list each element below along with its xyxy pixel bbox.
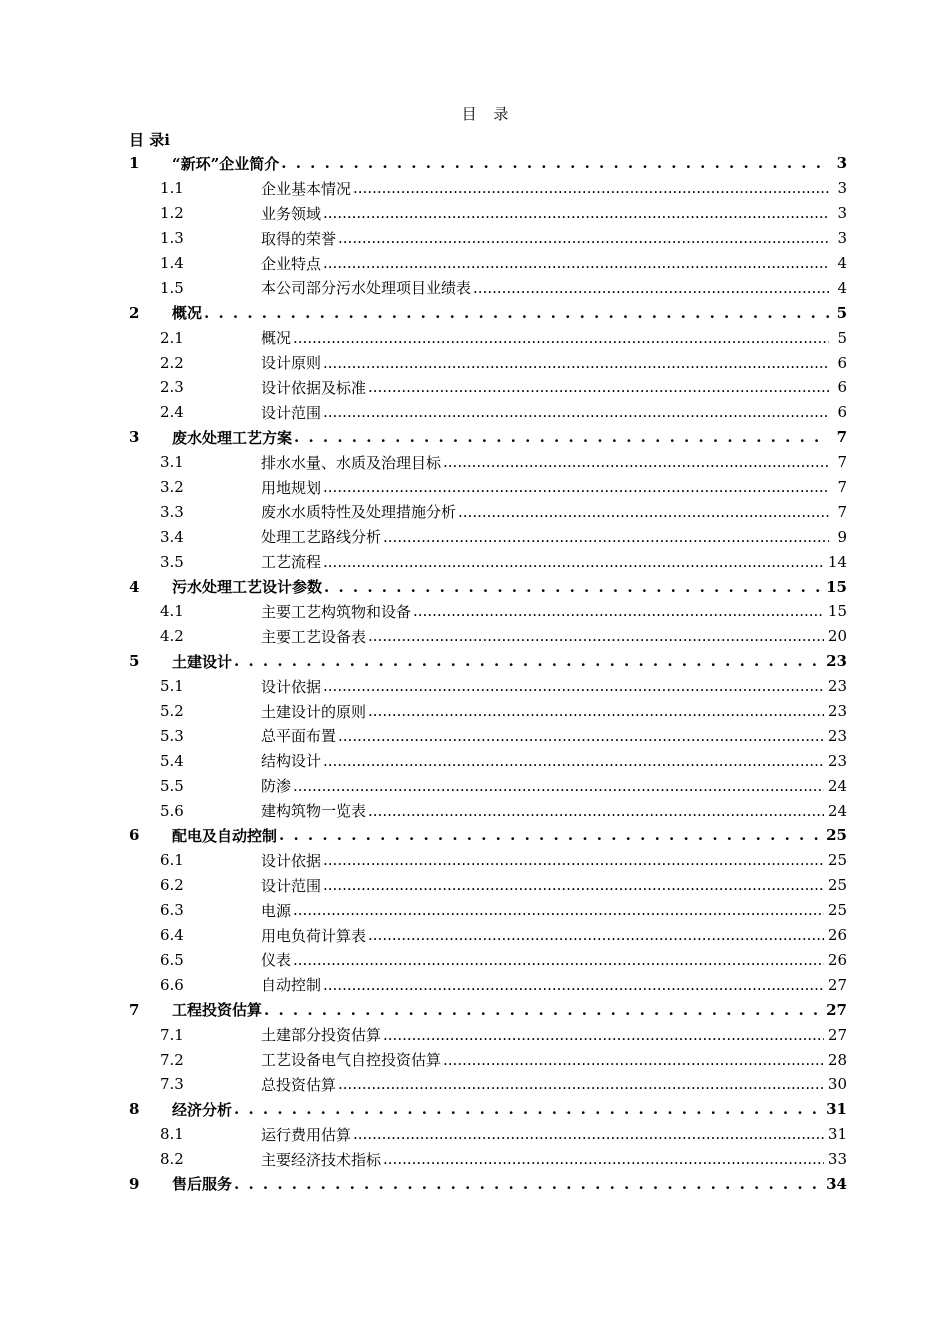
toc-dot-leader [293,901,824,919]
toc-entry-page-number[interactable]: 6 [837,403,847,422]
toc-entry-number: 1.4 [160,254,184,272]
toc-entry-title[interactable]: 排水水量、水质及治理目标 [261,453,442,472]
toc-entry-page-number[interactable]: 5 [837,328,847,347]
toc-section-entry[interactable] [129,873,847,898]
toc-section-entry[interactable] [129,176,847,201]
toc-dot-leader [383,1026,824,1044]
toc-dot-leader [368,926,824,944]
toc-dot-leader [323,677,824,695]
toc-entry-title[interactable]: 结构设计 [261,752,322,771]
toc-entry-title[interactable]: 仪表 [261,951,292,970]
toc-entry-title[interactable]: 设计原则 [261,354,322,373]
toc-entry-page-number[interactable]: 31 [827,1125,847,1144]
toc-chapter-entry[interactable] [129,574,847,599]
toc-entry-number: 3.4 [160,527,184,546]
toc-dot-leader [234,652,822,670]
toc-dot-leader [293,777,824,795]
toc-chapter-entry[interactable] [129,649,847,674]
toc-dot-leader [443,453,829,471]
toc-entry-number: 8.2 [160,1150,184,1169]
toc-chapter-entry[interactable] [129,425,847,450]
toc-entry-number: 5 [129,652,140,671]
toc-section-entry[interactable] [129,499,847,524]
toc-entry-number: 4.2 [160,627,184,646]
toc-entry-number: 1.2 [160,204,184,223]
toc-entry-title[interactable]: 建构筑物一览表 [261,802,367,821]
toc-section-entry[interactable] [129,898,847,923]
toc-entry-page-number[interactable]: 27 [826,1000,847,1019]
toc-entry-title[interactable]: 用地规划 [261,478,322,497]
toc-section-entry[interactable] [129,948,847,973]
toc-entry-title[interactable]: 用电负荷计算表 [261,926,367,945]
toc-dot-leader [293,951,824,969]
toc-entry-number: 6.6 [160,975,184,994]
toc-entry-page-number[interactable]: 31 [826,1100,847,1119]
page-title: 目 录 [461,105,515,123]
toc-entry-page-number[interactable]: 15 [827,602,847,621]
toc-entry-number: 5.6 [160,801,184,820]
toc-entry-number: 2 [129,303,140,322]
toc-entry-number: 4 [129,577,140,596]
toc-dot-leader [323,254,829,272]
toc-section-entry[interactable] [129,599,847,624]
toc-entry-page-number[interactable]: 7 [837,502,847,521]
toc-entry-page-number[interactable]: 7 [836,428,847,447]
toc-dot-leader [234,1175,822,1193]
toc-entry-title[interactable]: 经济分析 [172,1100,233,1119]
toc-entry-page-number[interactable]: 23 [826,652,847,671]
toc-chapter-entry[interactable] [129,1172,847,1197]
toc-entry-page-number[interactable]: 25 [827,901,847,920]
toc-chapter-entry[interactable] [129,823,847,848]
toc-entry-title[interactable]: 设计范围 [261,403,322,422]
toc-entry-page-number[interactable]: 20 [827,627,847,646]
toc-entry-title[interactable]: 工程投资估算 [172,1001,263,1020]
toc-dot-leader [473,279,829,297]
toc-entry-title[interactable]: 防渗 [261,777,292,796]
toc-entry-title[interactable]: 售后服务 [172,1175,233,1194]
toc-section-entry[interactable] [129,1147,847,1172]
toc-dot-leader [293,329,829,347]
toc-dot-leader [323,752,824,770]
toc-entry-number: 6.4 [160,926,184,945]
toc-section-entry[interactable] [129,524,847,549]
toc-section-entry[interactable] [129,923,847,948]
toc-entry-title[interactable]: 设计依据 [261,677,322,696]
toc-dot-leader [413,602,824,620]
toc-entry-number: 1.1 [160,179,184,198]
toc-entry-number: 3 [129,428,140,447]
toc-entry-number: 6.3 [160,901,184,920]
toc-dot-leader [279,826,822,844]
toc-entry-number: 8.1 [160,1125,184,1144]
toc-section-entry[interactable] [129,1047,847,1072]
toc-entry-number: 6.1 [160,851,184,870]
toc-entry-page-number[interactable]: 5 [836,303,847,322]
toc-entry-title[interactable]: 工艺设备电气自控投资估算 [261,1051,442,1069]
toc-dot-leader [338,1075,824,1093]
toc-entry-page-number[interactable]: 15 [826,577,847,596]
toc-entry-title[interactable]: 电源 [261,901,292,920]
toc-entry-page-number[interactable]: 7 [837,478,847,497]
toc-entry-title[interactable]: 本公司部分污水处理项目业绩表 [261,279,472,298]
toc-section-entry[interactable] [129,723,847,748]
toc-dot-leader [368,702,824,720]
toc-chapter-entry[interactable] [129,1097,847,1122]
toc-entry-page-number[interactable]: 3 [837,229,847,248]
toc-entry-page-number[interactable]: 3 [837,179,847,198]
toc-chapter-entry[interactable] [129,151,847,176]
toc-entry-number: 3.5 [160,552,184,571]
toc-entry-number: 8 [129,1100,140,1119]
toc-entry-number: 5.1 [160,677,184,696]
toc-entry-title[interactable]: 污水处理工艺设计参数 [172,578,323,597]
toc-dot-leader [353,179,829,197]
toc-entry-title[interactable]: 业务领域 [261,204,322,223]
toc-entry-number: 1.3 [160,229,184,248]
toc-entry-title[interactable]: 运行费用估算 [261,1125,352,1144]
toc-entry-page-number[interactable]: 27 [827,975,847,994]
toc-entry-page-number[interactable]: 26 [827,926,847,945]
toc-entry-page-number[interactable]: 33 [827,1150,847,1169]
toc-entry-page-number[interactable]: 7 [837,453,847,472]
toc-entry-number: 7.1 [160,1025,184,1044]
toc-entry-title[interactable]: 设计依据 [261,851,322,870]
toc-entry-page-number[interactable]: 23 [827,702,847,721]
toc-entry-title[interactable]: 设计范围 [261,876,322,895]
toc-section-entry[interactable] [129,748,847,773]
toc-entry-title[interactable]: 企业特点 [261,254,322,273]
toc-section-entry[interactable] [129,549,847,574]
toc-dot-leader [281,154,829,172]
toc-entry-title[interactable]: 处理工艺路线分析 [261,528,382,547]
toc-entry-number: 5.5 [160,776,184,795]
toc-section-entry[interactable] [129,450,847,475]
toc-entry-title[interactable]: 设计依据及标准 [261,378,367,397]
toc-entry-number: 7.3 [160,1075,184,1094]
toc-entry-page-number[interactable]: 6 [837,353,847,372]
toc-dot-leader [323,354,829,372]
toc-entry-page-number[interactable]: 14 [827,552,847,571]
toc-entry-title[interactable]: 工艺流程 [261,553,322,572]
toc-dot-leader [338,229,829,247]
toc-section-entry[interactable] [129,275,847,300]
toc-entry-title[interactable]: 自动控制 [261,976,322,995]
toc-dot-leader [383,1150,824,1168]
toc-entry-number: 1.5 [160,278,184,297]
toc-section-entry[interactable] [129,350,847,375]
toc-dot-leader [323,851,824,869]
toc-entry-title[interactable]: 主要经济技术指标 [261,1150,382,1169]
toc-dot-leader [338,727,824,745]
toc-entry-number: 2.4 [160,403,184,422]
table-of-contents [129,151,847,1196]
toc-entry-page-number[interactable]: 23 [827,751,847,770]
toc-dot-leader [353,1125,824,1143]
toc-entry-number: 6 [129,826,140,845]
toc-section-entry[interactable] [129,1022,847,1047]
toc-section-entry[interactable] [129,251,847,276]
toc-entry-number: 9 [129,1174,140,1193]
toc-entry-title[interactable]: 总平面布置 [261,727,337,746]
toc-entry-page-number[interactable]: 23 [827,677,847,696]
toc-entry-title[interactable]: 主要工艺构筑物和设备 [261,602,412,621]
toc-entry-number: 5.2 [160,702,184,721]
toc-entry-number: 2.3 [160,378,184,397]
toc-entry-title[interactable]: 土建设计 [172,652,233,671]
toc-section-entry[interactable] [129,848,847,873]
toc-entry-page-number[interactable]: 30 [827,1075,847,1094]
toc-dot-leader [323,204,829,222]
toc-dot-leader [443,1051,824,1069]
toc-entry-number: 5.4 [160,751,184,770]
toc-entry-title[interactable]: “新环”企业简介 [172,154,280,173]
toc-entry-title[interactable]: 废水水质特性及处理措施分析 [261,503,457,522]
toc-entry-number: 3.2 [160,478,184,497]
toc-entry-page-number[interactable]: 3 [836,154,847,173]
toc-dot-leader [323,553,824,571]
toc-entry-number: 7 [129,1000,140,1019]
toc-entry-page-number[interactable]: 26 [827,950,847,969]
toc-section-entry[interactable] [129,773,847,798]
toc-entry-page-number[interactable]: 27 [827,1025,847,1044]
toc-section-entry[interactable] [129,201,847,226]
toc-dot-leader [264,1001,822,1019]
toc-entry-number: 2.2 [160,353,184,372]
toc-entry-title[interactable]: 配电及自动控制 [172,826,278,845]
toc-entry-title[interactable]: 取得的荣誉 [261,229,337,248]
toc-section-entry[interactable] [129,375,847,400]
toc-entry-page-number[interactable]: 4 [837,254,847,272]
toc-section-entry[interactable] [129,674,847,699]
toc-dot-leader [323,403,829,421]
toc-section-entry[interactable] [129,1122,847,1147]
toc-entry-page-number[interactable]: 3 [837,204,847,223]
toc-section-entry[interactable] [129,400,847,425]
toc-entry-page-number[interactable]: 23 [827,726,847,745]
toc-entry-title[interactable]: 概况 [261,329,292,348]
toc-entry-title[interactable]: 废水处理工艺方案 [172,428,293,447]
toc-entry-title[interactable]: 概况 [172,304,203,323]
toc-entry-title[interactable]: 主要工艺设备表 [261,627,367,646]
toc-entry-number: 6.2 [160,876,184,895]
toc-entry-page-number[interactable]: 28 [827,1050,847,1069]
toc-entry-title[interactable]: 土建设计的原则 [261,702,367,721]
toc-entry-number: 7.2 [160,1050,184,1069]
toc-entry-number: 4.1 [160,602,184,621]
toc-entry-number: 2.1 [160,328,184,347]
toc-section-entry[interactable] [129,1072,847,1097]
toc-section-entry[interactable] [129,325,847,350]
toc-dot-leader [368,802,824,820]
toc-entry-page-number[interactable]: 24 [827,801,847,820]
toc-dot-leader [383,528,829,546]
toc-entry-number: 1 [129,154,140,173]
toc-entry-page-number[interactable]: 25 [827,851,847,870]
toc-entry-page-number[interactable]: 9 [837,527,847,546]
toc-section-entry[interactable] [129,798,847,823]
toc-dot-leader [458,503,829,521]
toc-entry-page-number[interactable]: 34 [826,1174,847,1193]
toc-entry-title[interactable]: 企业基本情况 [261,179,352,198]
toc-entry-page-number[interactable]: 24 [827,776,847,795]
toc-section-entry[interactable] [129,624,847,649]
toc-heading[interactable]: 目 录i [129,131,170,149]
toc-dot-leader [368,627,824,645]
toc-entry-page-number[interactable]: 25 [827,876,847,895]
toc-dot-leader [323,976,824,994]
toc-entry-number: 3.3 [160,502,184,521]
toc-entry-number: 6.5 [160,950,184,969]
toc-entry-number: 3.1 [160,453,184,472]
toc-section-entry[interactable] [129,972,847,997]
toc-entry-title[interactable]: 总投资估算 [261,1075,337,1094]
toc-section-entry[interactable] [129,699,847,724]
toc-dot-leader [294,428,829,446]
toc-dot-leader [324,578,822,596]
toc-entry-page-number[interactable]: 4 [837,278,847,297]
toc-entry-page-number[interactable]: 25 [826,826,847,845]
toc-entry-number: 5.3 [160,726,184,745]
toc-section-entry[interactable] [129,475,847,500]
toc-dot-leader [323,478,829,496]
toc-section-entry[interactable] [129,226,847,251]
toc-dot-leader [323,876,824,894]
toc-entry-title[interactable]: 土建部分投资估算 [261,1026,382,1045]
toc-dot-leader [234,1100,822,1118]
toc-dot-leader [204,304,829,322]
toc-dot-leader [368,378,829,396]
toc-entry-page-number[interactable]: 6 [837,378,847,397]
toc-chapter-entry[interactable] [129,997,847,1022]
toc-chapter-entry[interactable] [129,300,847,325]
